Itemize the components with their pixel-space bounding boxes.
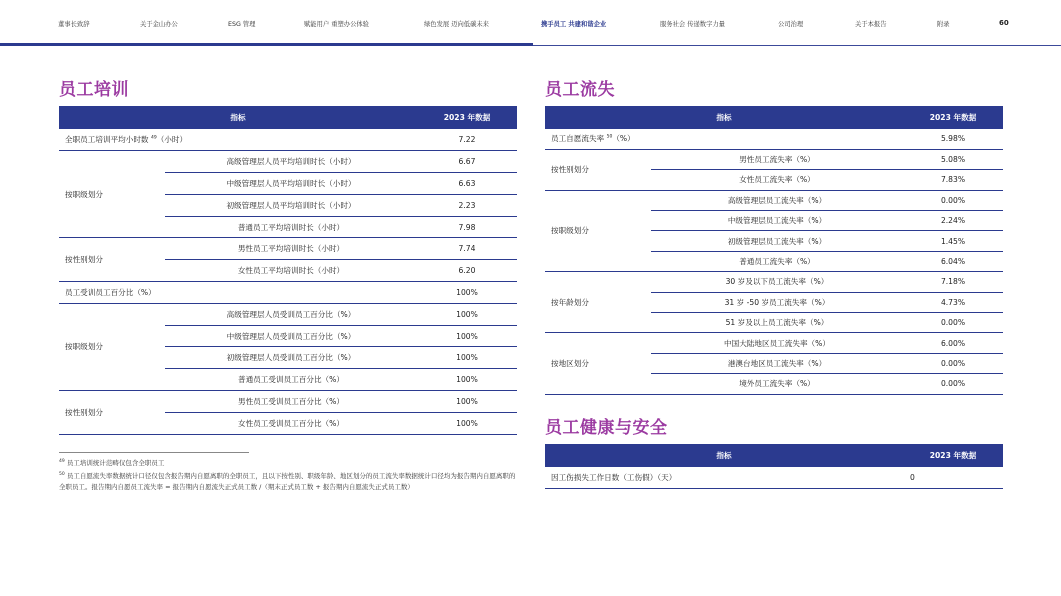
- row-value: 0.00%: [903, 353, 1003, 373]
- row-label: 31 岁 -50 岁员工流失率（%）: [651, 292, 903, 312]
- row-label: 港澳台地区员工流失率（%）: [651, 353, 903, 373]
- row-label: 高级管理层员工流失率（%）: [651, 190, 903, 210]
- category-label: 按性别划分: [59, 391, 165, 435]
- header-value: 2023 年数据: [417, 106, 517, 129]
- footnotes: [59, 456, 519, 493]
- row-value: 1.45%: [903, 231, 1003, 251]
- row-label: 男性员工受训员工百分比（%）: [165, 391, 417, 413]
- row-value: 6.67: [417, 151, 517, 173]
- turnover-title: 员工流失: [545, 80, 615, 100]
- row-value: 7.22: [417, 129, 517, 151]
- row-label: 中国大陆地区员工流失率（%）: [651, 333, 903, 353]
- table-row: [59, 238, 517, 260]
- category-label: 按性别划分: [59, 238, 165, 282]
- footnote-ref: 50: [606, 134, 613, 140]
- row-value: 7.98: [417, 216, 517, 238]
- row-value: 100%: [417, 347, 517, 369]
- row-label: 51 岁及以上员工流失率（%）: [651, 313, 903, 333]
- footnote-ref: 49: [150, 135, 157, 141]
- nav-item-appendix[interactable]: 附录: [937, 21, 950, 28]
- row-value: 0.00%: [903, 374, 1003, 394]
- row-value: 0.00%: [903, 313, 1003, 333]
- footnote-50: $^{50}$ 员工自愿流失率数据统计口径仅包含报告期内自愿离职的全职员工，且以下按性别、职级年龄、地区划分的员工流失率数据统计口径均为报告期内自愿离职的全职员工。报告期内自愿员工流失率 = 报告期内自愿流失正式员工数 /（期末正式员工数 + 报告期内自愿流失正式员工数）: [59, 472, 516, 492]
- row-value: 100%: [417, 303, 517, 325]
- row-label: 初级管理层员工流失率（%）: [651, 231, 903, 251]
- table-row: [545, 333, 1003, 353]
- table-row: [59, 151, 517, 173]
- nav-item-about-company[interactable]: 关于金山办公: [140, 21, 178, 28]
- row-value: 100%: [417, 369, 517, 391]
- page-number: 60: [999, 19, 1009, 27]
- row-value: 7.18%: [903, 272, 1003, 292]
- top-navigation: [0, 0, 1061, 46]
- row-label: 30 岁及以下员工流失率（%）: [651, 272, 903, 292]
- row-label: 员工受训员工百分比（%）: [59, 282, 417, 304]
- row-label: 初级管理层人员平均培训时长（小时）: [165, 194, 417, 216]
- nav-progress-bar: [0, 43, 533, 46]
- table-row: [545, 129, 1003, 149]
- row-value: 6.04%: [903, 251, 1003, 271]
- table-header: [59, 106, 517, 129]
- category-label: 按职级划分: [545, 190, 651, 272]
- row-value: 2.24%: [903, 211, 1003, 231]
- nav-item-green[interactable]: 绿色发展 迈向低碳未来: [424, 21, 489, 28]
- category-label: 按职级划分: [59, 303, 165, 390]
- table-row: [545, 272, 1003, 292]
- footnote-divider: [59, 452, 249, 453]
- turnover-table: [545, 106, 1003, 395]
- row-value: 6.00%: [903, 333, 1003, 353]
- row-value: 100%: [417, 412, 517, 434]
- row-label: 员工自愿流失率 $^{50}$（%）: [545, 129, 903, 149]
- footnote-49: $^{49}$ 员工培训统计范畴仅包含全职员工: [59, 459, 165, 468]
- nav-item-employees[interactable]: 携手员工 共建和谐企业: [541, 21, 607, 28]
- row-value: 6.20: [417, 260, 517, 282]
- row-value: 2.23: [417, 194, 517, 216]
- row-label: 高级管理层人员受训员工百分比（%）: [165, 303, 417, 325]
- health-table: [545, 444, 1003, 489]
- nav-item-about-report[interactable]: 关于本报告: [855, 21, 887, 28]
- category-label: 按地区划分: [545, 333, 651, 394]
- table-row: [59, 282, 517, 304]
- training-title: 员工培训: [59, 80, 129, 100]
- nav-item-society[interactable]: 服务社会 传递数字力量: [660, 21, 725, 28]
- row-value: 0.00%: [903, 190, 1003, 210]
- training-table: [59, 106, 517, 435]
- table-row: [59, 303, 517, 325]
- header-indicator: 指标: [545, 106, 903, 129]
- row-value: 4.73%: [903, 292, 1003, 312]
- table-row: [545, 149, 1003, 169]
- nav-item-users[interactable]: 赋能用户 重塑办公体验: [304, 21, 369, 28]
- header-value: 2023 年数据: [903, 106, 1003, 129]
- row-label: 高级管理层人员平均培训时长（小时）: [165, 151, 417, 173]
- table-row: [545, 190, 1003, 210]
- table-header: [545, 444, 1003, 467]
- row-label: 男性员工流失率（%）: [651, 149, 903, 169]
- header-indicator: 指标: [545, 444, 903, 467]
- row-label: 男性员工平均培训时长（小时）: [165, 238, 417, 260]
- nav-item-governance[interactable]: 公司治理: [778, 21, 804, 28]
- row-value: 5.98%: [903, 129, 1003, 149]
- health-title: 员工健康与安全: [545, 418, 668, 438]
- category-label: 按性别划分: [545, 149, 651, 190]
- row-value: 7.83%: [903, 170, 1003, 190]
- row-value: 100%: [417, 325, 517, 347]
- table-header: [545, 106, 1003, 129]
- category-label: 按年龄划分: [545, 272, 651, 333]
- row-label: 普通员工受训员工百分比（%）: [165, 369, 417, 391]
- row-label: 中级管理层人员平均培训时长（小时）: [165, 173, 417, 195]
- row-label: 因工伤损失工作日数（工伤假）（天）: [545, 467, 903, 489]
- row-label: 女性员工平均培训时长（小时）: [165, 260, 417, 282]
- row-label: 普通员工流失率（%）: [651, 251, 903, 271]
- row-value: 5.08%: [903, 149, 1003, 169]
- row-value: 6.63: [417, 173, 517, 195]
- row-value: 100%: [417, 282, 517, 304]
- header-indicator: 指标: [59, 106, 417, 129]
- row-label: 女性员工流失率（%）: [651, 170, 903, 190]
- table-row: [545, 467, 1003, 489]
- row-label: 普通员工平均培训时长（小时）: [165, 216, 417, 238]
- row-value: 100%: [417, 391, 517, 413]
- row-label: 全职员工培训平均小时数 $^{49}$（小时）: [59, 129, 417, 151]
- table-row: [59, 391, 517, 413]
- row-label: 境外员工流失率（%）: [651, 374, 903, 394]
- row-value: 7.74: [417, 238, 517, 260]
- category-label: 按职级划分: [59, 151, 165, 238]
- row-label: 中级管理层人员受训员工百分比（%）: [165, 325, 417, 347]
- nav-item-esg[interactable]: ESG 管理: [228, 21, 256, 28]
- nav-item-chairman[interactable]: 董事长致辞: [58, 21, 90, 28]
- row-value: 0: [903, 467, 1003, 489]
- table-row: [59, 129, 517, 151]
- header-value: 2023 年数据: [903, 444, 1003, 467]
- row-label: 中级管理层员工流失率（%）: [651, 211, 903, 231]
- row-label: 初级管理层人员受训员工百分比（%）: [165, 347, 417, 369]
- row-label: 女性员工受训员工百分比（%）: [165, 412, 417, 434]
